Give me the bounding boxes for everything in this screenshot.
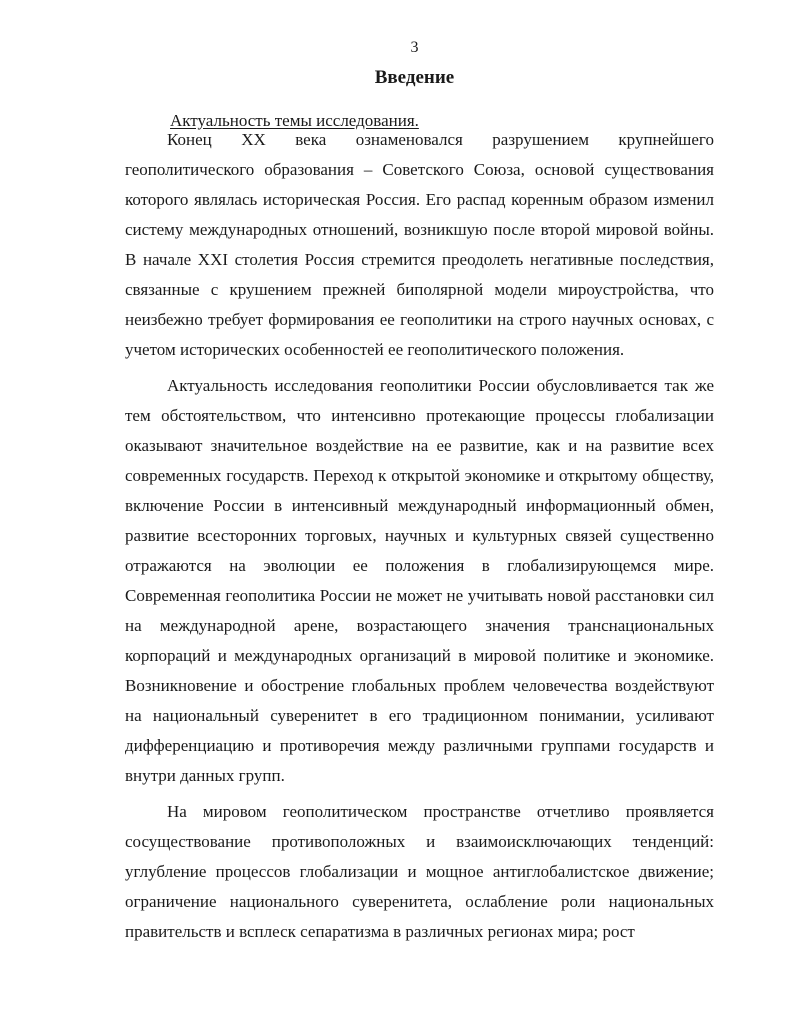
page-number: 3 [410,39,419,56]
body-text [125,112,714,947]
section-title: Актуальность темы исследования. [170,111,419,130]
paragraph-1: Конец XX века ознаменовался разрушением крупнейшего геополитического образования – Советского Союза, основой существования которого являлась историческая Россия. Его распад коренным образом изменил систему международных отношений, возникшую после второй мировой войны. В начале XXI столетия Россия стремится преодолеть негативные последствия, связанные с крушением прежней биполярной модели мироустройства, что неизбежно требует формирования ее геополитики на строго научных основах, с учетом исторических особенностей ее геополитического положения. [125,130,714,359]
paragraph-2: Актуальность исследования геополитики России обусловливается так же тем обстоятельством, что интенсивно протекающие процессы глобализации оказывают значительное воздействие на ее развитие, как и на развитие всех современных государств. Переход к открытой экономике и открытому обществу, включение России в интенсивный международный информационный обмен, развитие всесторонних торговых, научных и культурных связей существенно отражаются на эволюции ее положения в глобализирующемся мире. Современная геополитика России не может не учитывать новой расстановки сил на международной арене, возрастающего значения транснациональных корпораций и международных организаций в мировой политике и экономике. Возникновение и обострение глобальных проблем человечества воздействуют на национальный суверенитет в его традиционном понимании, усиливают дифференциацию и противоречия между различными группами государств и внутри данных групп. [125,376,714,785]
page-title: Введение [374,67,455,88]
paragraph-3: На мировом геополитическом пространстве отчетливо проявляется сосуществование противоположных и взаимоисключающих тенденций: углубление процессов глобализации и мощное антиглобалистское движение; ограничение национального суверенитета, ослабление роли национальных правительств и всплеск сепаратизма в различных регионах мира; рост [125,802,714,941]
